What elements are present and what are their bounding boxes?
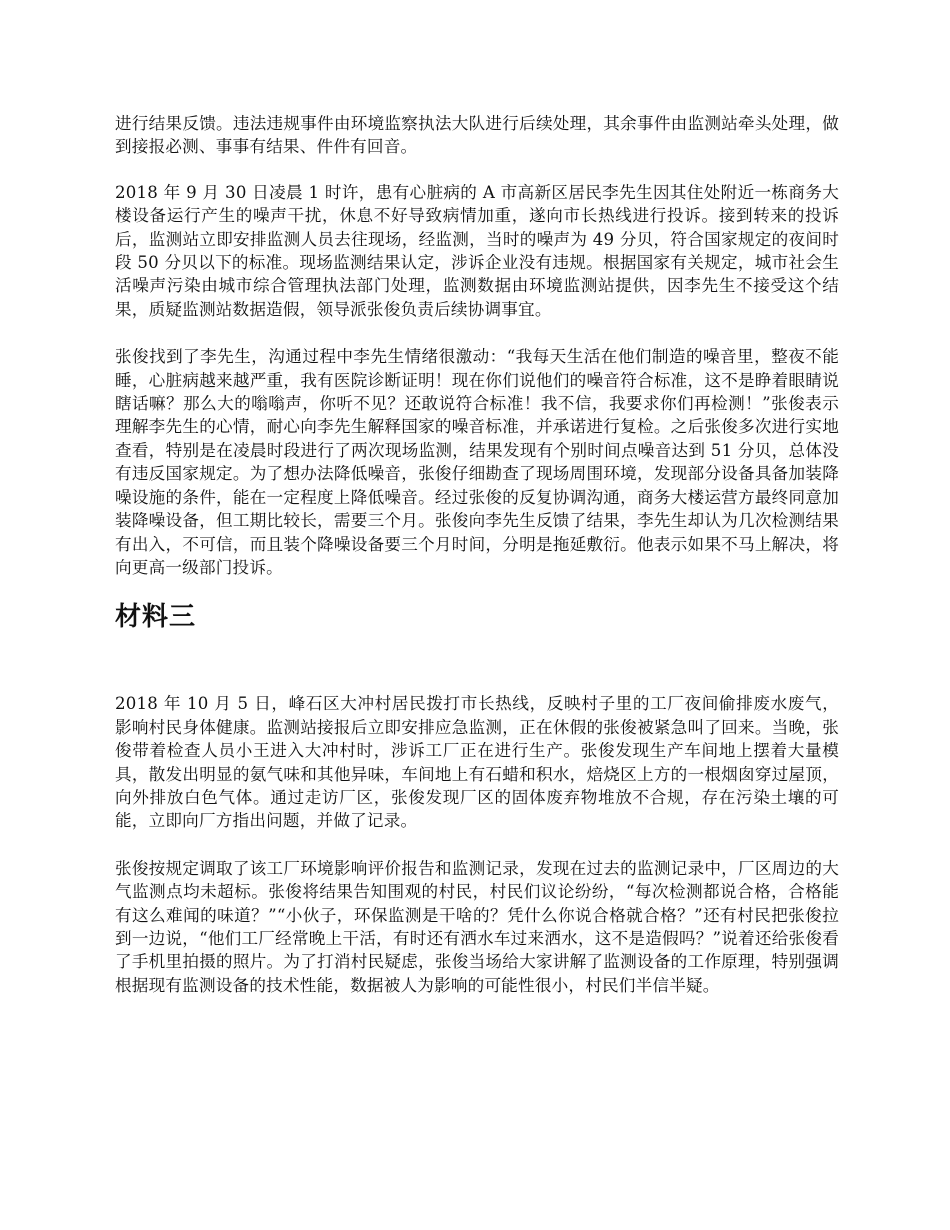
paragraph-factory-pollution: 2018 年 10 月 5 日，峰石区大冲村居民拨打市长热线，反映村子里的工厂夜间偷排废水废气，影响村民身体健康。监测站接报后立即安排应急监测，正在休假的张俊被紧急叫了回来。当晚，张俊带着检查人员小王进入大冲村时，涉诉工厂正在进行生产。张俊发现生产车间地上摆着大量模具，散发出明显的氨气味和其他异味，车间地上有石蜡和积水，焙烧区上方的一根烟囱穿过屋顶，向外排放白色气体。通过走访厂区，张俊发现厂区的固体废弃物堆放不合规，存在污染土壤的可能，立即向厂方指出问题，并做了记录。 bbox=[115, 694, 839, 831]
paragraph-noise-complaint: 2018 年 9 月 30 日凌晨 1 时许，患有心脏病的 A 市高新区居民李先生因其住处附近一栋商务大楼设备运行产生的噪声干扰，休息不好导致病情加重，遂向市长热线进行投诉。接到转来的投诉后，监测站立即安排监测人员去往现场，经监测，当时的噪声为 49 分贝，符合国家规定的夜间时段 50 分贝以下的标准。现场监测结果认定，涉诉企业没有违规。根据国家有关规定，城市社会生活噪声污染由城市综合管理执法部门处理，监测数据由环境监测站提供，因李先生不接受这个结果，质疑监测站数据造假，领导派张俊负责后续协调事宜。 bbox=[115, 182, 839, 319]
paragraph-feedback: 进行结果反馈。违法违规事件由环境监察执法大队进行后续处理，其余事件由监测站牵头处理，做到接报必测、事事有结果、件件有回音。 bbox=[115, 114, 839, 157]
document-body bbox=[115, 112, 839, 997]
paragraph-monitoring-records: 张俊按规定调取了该工厂环境影响评价报告和监测记录，发现在过去的监测记录中，厂区周边的大气监测点均未超标。张俊将结果告知围观的村民，村民们议论纷纷，“每次检测都说合格，合格能有这么难闻的味道？”“小伙子，环保监测是干啥的？凭什么你说合格就合格？”还有村民把张俊拉到一边说，“他们工厂经常晚上干活，有时还有洒水车过来洒水，这不是造假吗？”说着还给张俊看了手机里拍摄的照片。为了打消村民疑虑，张俊当场给大家讲解了监测设备的工作原理，特别强调根据现有监测设备的技术性能，数据被人为影响的可能性很小，村民们半信半疑。 bbox=[115, 858, 839, 995]
paragraph-zhang-jun-coordination: 张俊找到了李先生，沟通过程中李先生情绪很激动：“我每天生活在他们制造的噪音里，整夜不能睡，心脏病越来越严重，我有医院诊断证明！现在你们说他们的噪音符合标准，这不是睁着眼睛说瞎话嘛？那么大的嗡嗡声，你听不见？还敢说符合标准！我不信，我要求你们再检测！”张俊表示理解李先生的心情，耐心向李先生解释国家的噪音标准，并承诺进行复检。之后张俊多次进行实地查看，特别是在凌晨时段进行了两次现场监测，结果发现有个别时间点噪音达到 51 分贝，总体没有违反国家规定。为了想办法降低噪音，张俊仔细勘查了现场周围环境，发现部分设备具备加装降噪设施的条件，能在一定程度上降低噪音。经过张俊的反复协调沟通，商务大楼运营方最终同意加装降噪设备，但工期比较长，需要三个月。张俊向李先生反馈了结果，李先生却认为几次检测结果有出入，不可信，而且装个降噪设备要三个月时间，分明是拖延敷衍。他表示如果不马上解决，将向更高一级部门投诉。 bbox=[115, 347, 839, 577]
section-title-material-three: 材料三 bbox=[115, 602, 197, 633]
